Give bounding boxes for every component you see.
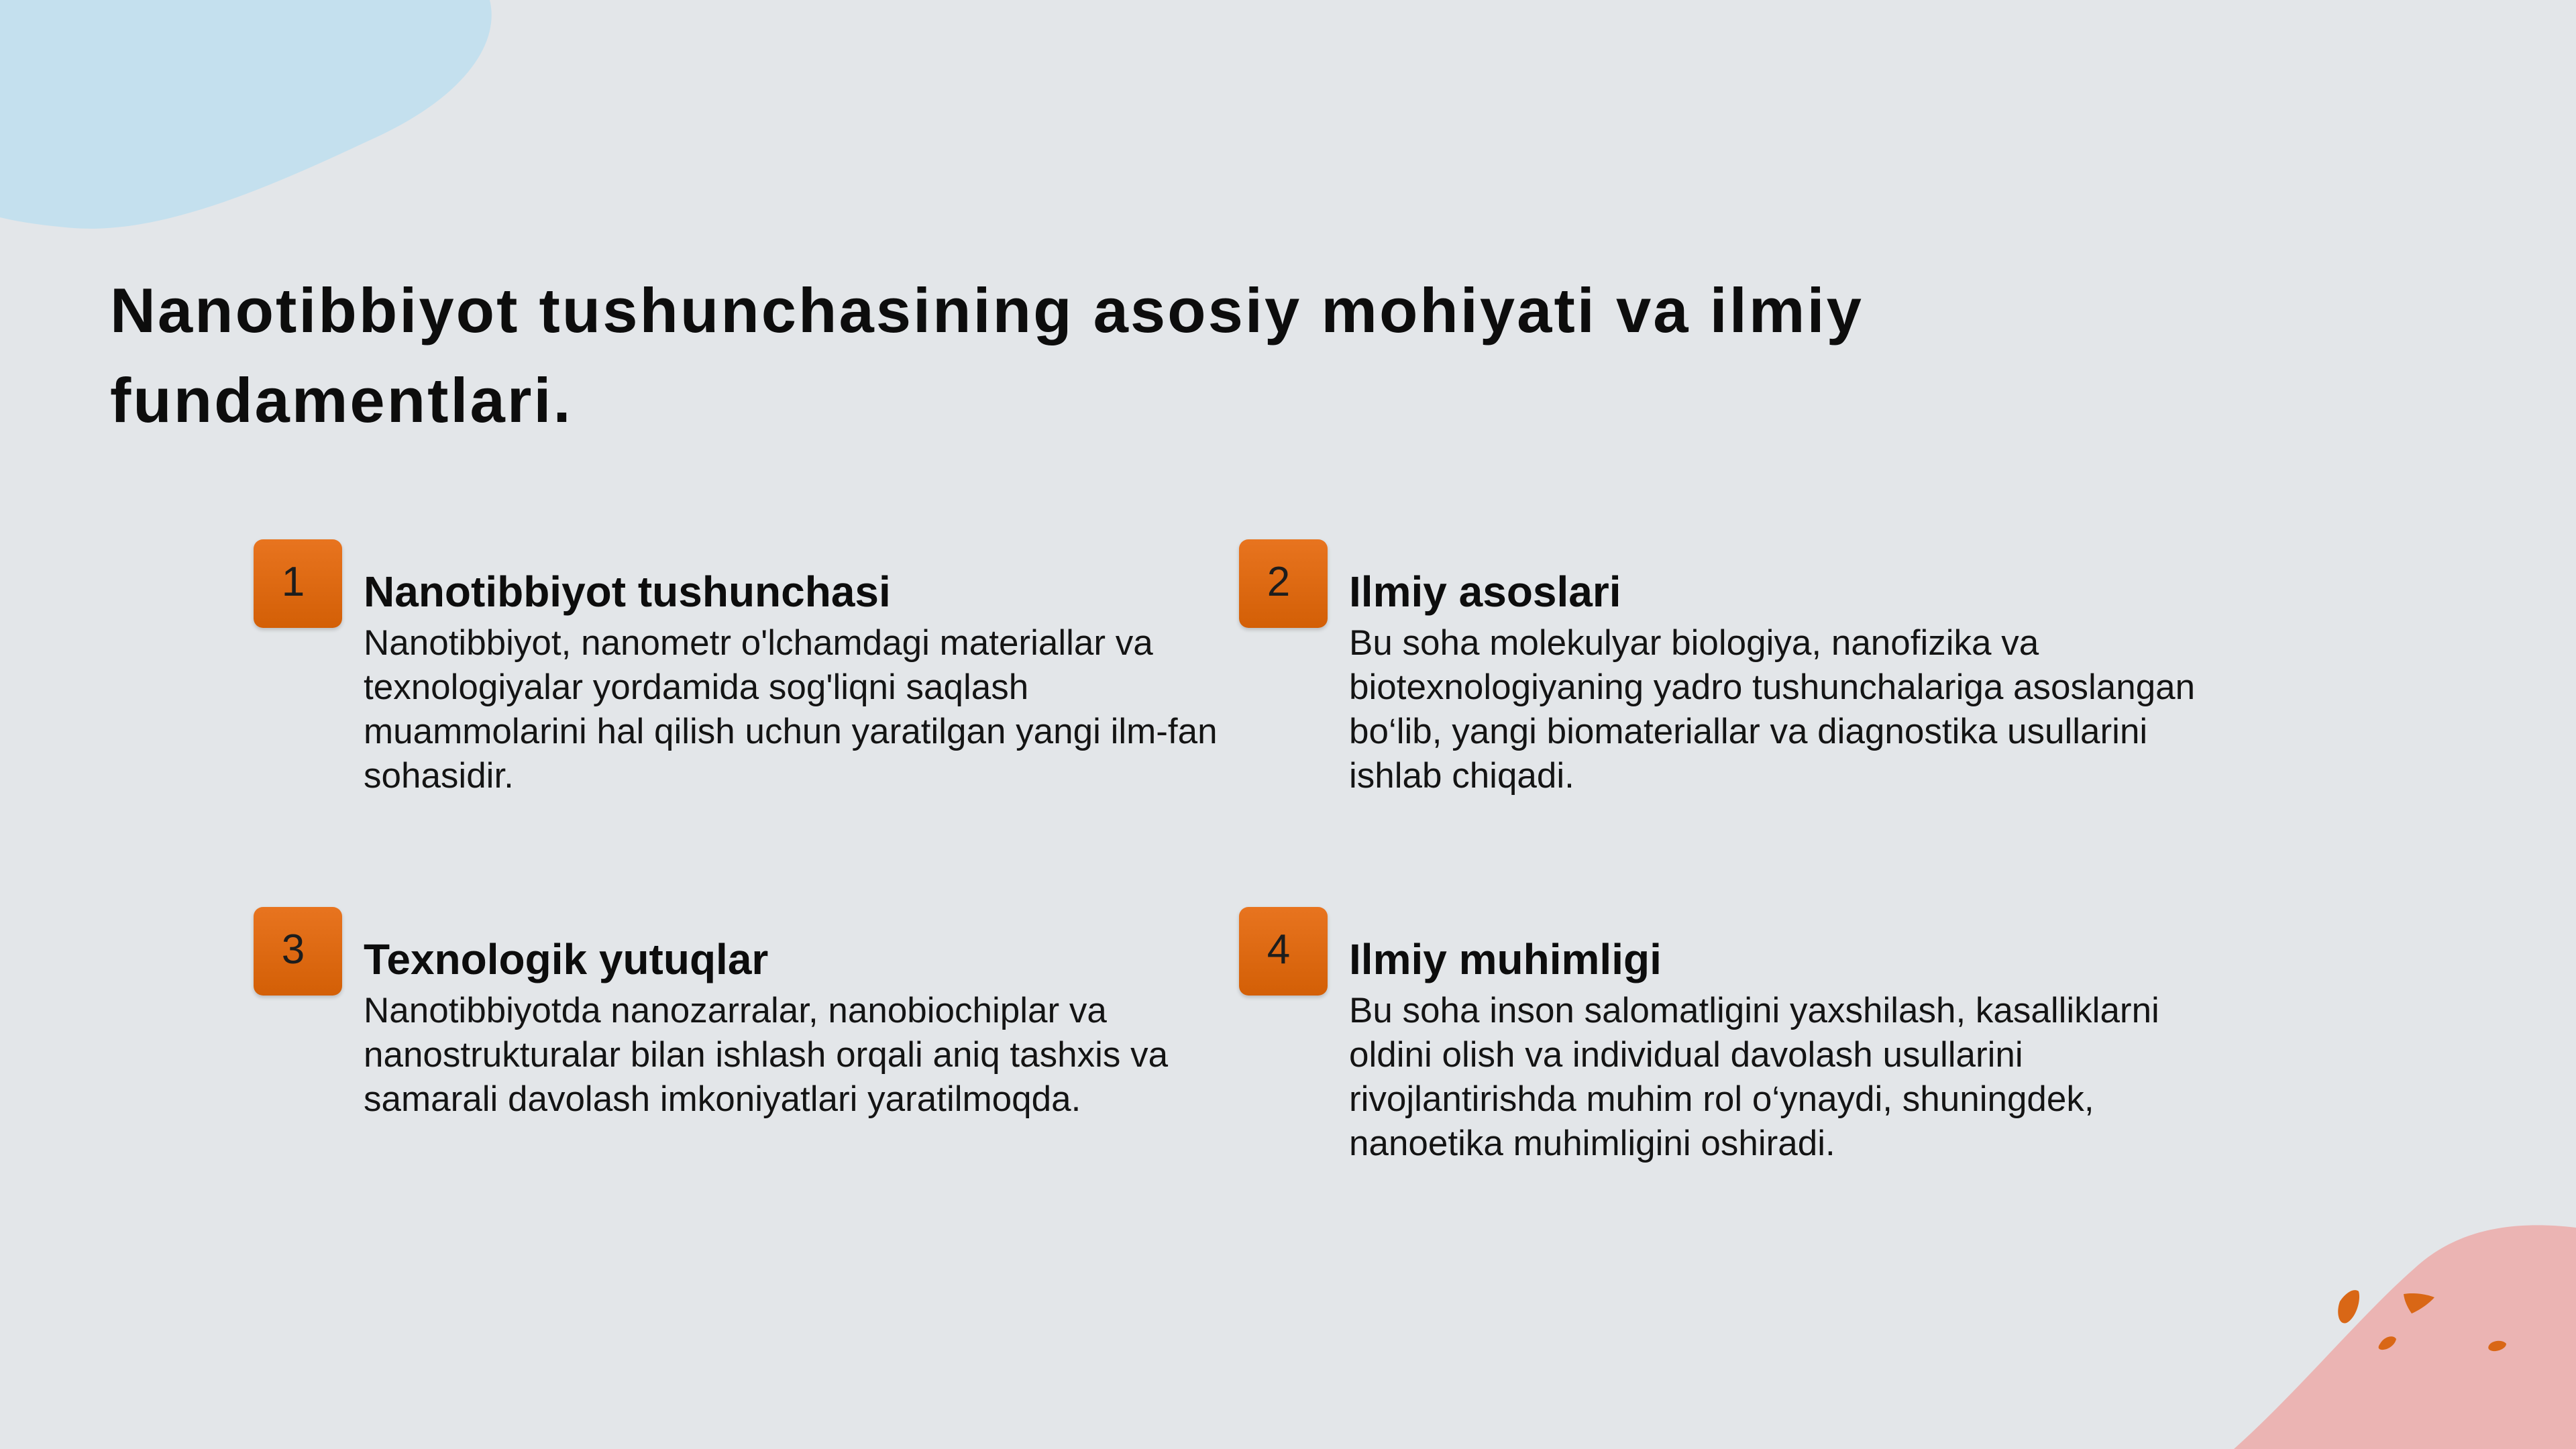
number-badge bbox=[254, 539, 342, 628]
decorative-orange-speck bbox=[2338, 1290, 2359, 1323]
item-description: Nanotibbiyotda nanozarralar, nanobiochiplar va nanostrukturalar bilan ishlash orqali aniq tashxis va samarali davolash imkoniyatlari yaratilmoqda. bbox=[364, 991, 1169, 1119]
number-badge bbox=[1239, 539, 1328, 628]
item-heading: Ilmiy asoslari bbox=[1349, 568, 1621, 616]
item-heading: Ilmiy muhimligi bbox=[1349, 935, 1662, 983]
badge-number: 3 bbox=[281, 926, 305, 973]
badge-number: 4 bbox=[1267, 926, 1291, 973]
info-item bbox=[254, 907, 1169, 1229]
item-heading: Nanotibbiyot tushunchasi bbox=[364, 568, 891, 616]
item-description: Bu soha molekulyar biologiya, nanofizika va biotexnologiyaning yadro tushunchalariga asoslangan bo‘lib, yangi biomateriallar va diagnostika usullarini ishlab chiqadi. bbox=[1349, 623, 2196, 796]
item-description: Bu soha inson salomatligini yaxshilash, kasalliklarni oldini olish va individual davolash usullarini rivojlantirishda muhim rol o‘ynaydi, shuningdek, nanoetika muhimligini oshiradi. bbox=[1349, 991, 2159, 1163]
number-badge bbox=[1239, 907, 1328, 996]
info-item bbox=[1239, 907, 2159, 1229]
badge-number: 1 bbox=[281, 558, 305, 605]
number-badge bbox=[254, 907, 342, 996]
item-description: Nanotibbiyot, nanometr o'lchamdagi materiallar va texnologiyalar yordamida sog'liqni saqlash muammolarini hal qilish uchun yaratilgan yangi ilm-fan sohasidir. bbox=[364, 623, 1218, 796]
decorative-blue-blob bbox=[0, 0, 510, 241]
item-heading: Texnologik yutuqlar bbox=[364, 935, 769, 983]
info-item bbox=[1239, 539, 2196, 861]
page-title: Nanotibbiyot tushunchasining asosiy mohiyati va ilmiy fundamentlari. bbox=[110, 275, 1864, 435]
info-item bbox=[254, 539, 1218, 861]
badge-number: 2 bbox=[1267, 558, 1291, 605]
